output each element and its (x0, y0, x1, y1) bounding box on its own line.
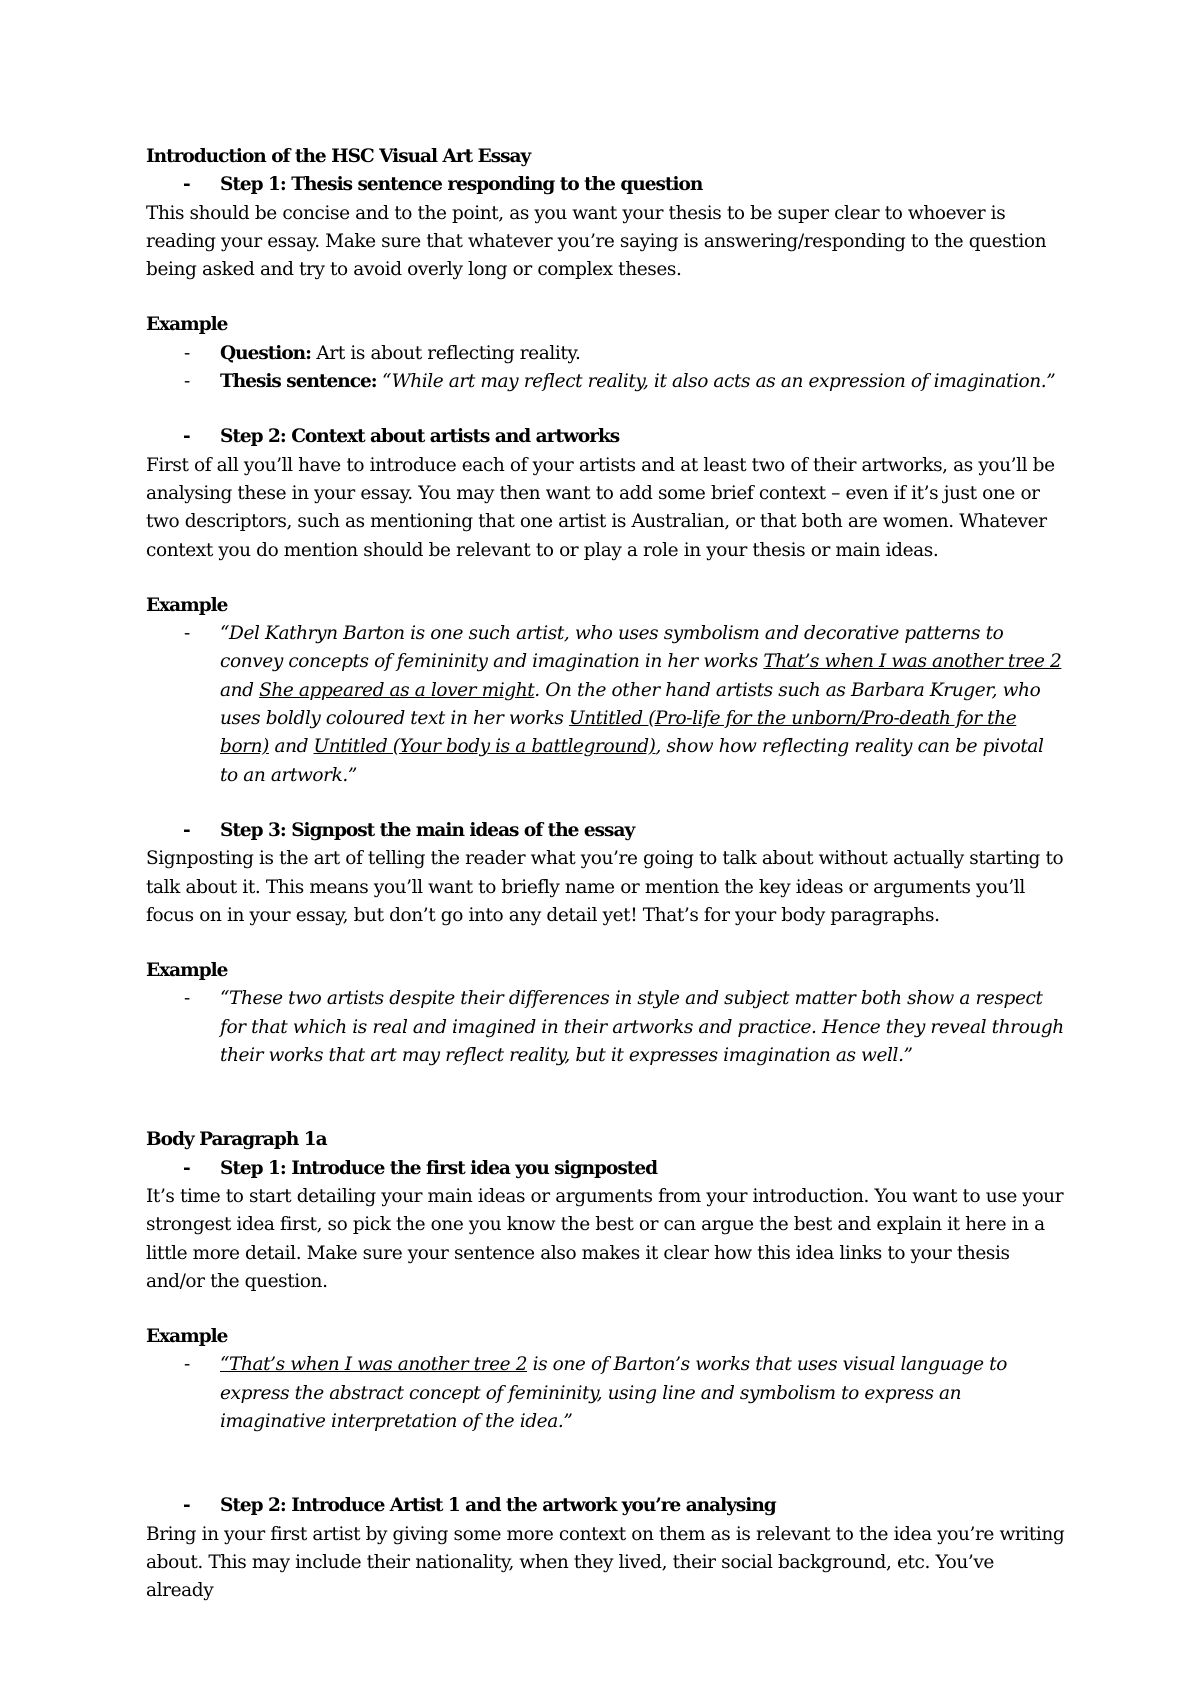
example-label: Example (146, 314, 228, 336)
example-context: - “Del Kathryn Barton is one such artist, who uses symbolism and decorative patterns to convey concepts of femininity and imagination in her works That’s when I was another tree 2 and She appeared as a lover might. On the other hand artists such as Barbara Kruger, who uses boldly coloured text in her works Untitled (Pro-life for the unborn/Pro-death for the born) and Untitled (Your body is a battleground), show how reflecting reality can be pivotal to an artwork.” (146, 620, 1066, 790)
intro-step1-title: - Step 1: Thesis sentence responding to the question (146, 171, 1066, 199)
example-label: Example (146, 1326, 228, 1348)
intro-heading: Introduction of the HSC Visual Art Essay (146, 146, 531, 167)
bullet-dash: - (184, 988, 190, 1010)
body1a-step1-title: - Step 1: Introduce the first idea you signposted (146, 1155, 1066, 1183)
bullet-dash: - (183, 819, 190, 841)
bullet-dash: - (183, 1495, 190, 1517)
bullet-dash: - (183, 174, 190, 196)
bullet-dash: - (184, 623, 190, 645)
body1a-step1-body: It’s time to start detailing your main ideas or arguments from your introduction. You want to use your strongest idea first, so pick the one you know the best or can argue the best and explain it here in a little more detail. Make sure your sentence also makes it clear how this idea links to your thesis and/or the question. (146, 1185, 1064, 1292)
artwork-title: That’s when I was another tree 2 (763, 651, 1062, 673)
bullet-dash: - (184, 1354, 190, 1376)
example-question: - Question: Art is about reflecting reality. (146, 340, 1066, 368)
artwork-title: Untitled (Pro-life for the unborn/Pro-death for the born) (220, 708, 1017, 758)
intro-step1-body: This should be concise and to the point, as you want your thesis to be super clear to whoever is reading your essay. Make sure that whatever you’re saying is answering/responding to the question being asked and try to avoid overly long or complex theses. (146, 202, 1047, 281)
intro-step3-title: - Step 3: Signpost the main ideas of the essay (146, 817, 1066, 845)
bullet-dash: - (183, 1157, 190, 1179)
body1a-heading: Body Paragraph 1a (146, 1129, 327, 1151)
bullet-dash: - (184, 371, 190, 393)
artwork-title: “That’s when I was another tree 2 (220, 1354, 528, 1376)
body1a-step2-title: - Step 2: Introduce Artist 1 and the artwork you’re analysing (146, 1492, 1066, 1520)
document-content (146, 143, 1066, 1605)
example-thesis: - Thesis sentence: “While art may reflect reality, it also acts as an expression of imagination.” (146, 368, 1066, 396)
intro-step2-body: First of all you’ll have to introduce each of your artists and at least two of their artworks, as you’ll be analysing these in your essay. You may then want to add some brief context – even if it’s just one or two descriptors, such as mentioning that one artist is Australian, or that both are women. Whatever context you do mention should be relevant to or play a role in your thesis or main ideas. (146, 454, 1055, 561)
bullet-dash: - (184, 342, 190, 364)
example-label: Example (146, 960, 228, 982)
example-signpost: - “These two artists despite their differences in style and subject matter both show a respect for that which is real and imagined in their artworks and practice. Hence they reveal through their works that art may reflect reality, but it expresses imagination as well.” (146, 985, 1066, 1070)
example-idea: - “That’s when I was another tree 2 is one of Barton’s works that uses visual language to express the abstract concept of femininity, using line and symbolism to express an imaginative interpretation of the idea.” (146, 1351, 1066, 1436)
intro-step3-body: Signposting is the art of telling the reader what you’re going to talk about without actually starting to talk about it. This means you’ll want to briefly name or mention the key ideas or arguments you’ll focus on in your essay, but don’t go into any detail yet! That’s for your body paragraphs. (146, 848, 1064, 926)
body1a-step2-body: Bring in your first artist by giving some more context on them as is relevant to the idea you’re writing about. This may include their nationality, when they lived, their social background, etc. You’ve already (146, 1523, 1065, 1602)
intro-step2-title: - Step 2: Context about artists and artworks (146, 423, 1066, 451)
artwork-title: She appeared as a lover might (259, 679, 535, 701)
bullet-dash: - (183, 426, 190, 448)
artwork-title: Untitled (Your body is a battleground) (313, 736, 656, 758)
example-label: Example (146, 594, 228, 616)
